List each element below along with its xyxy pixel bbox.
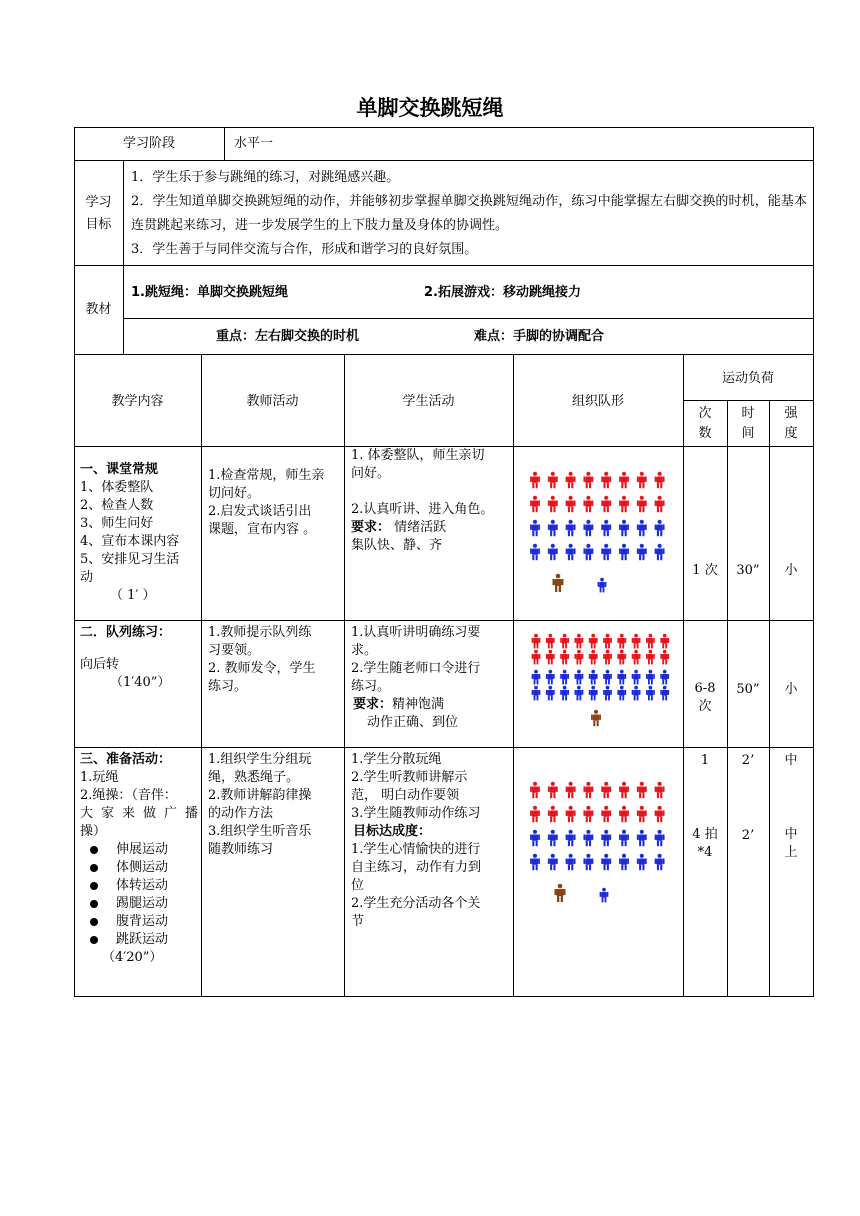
list-item: 1.玩绳 — [80, 770, 119, 785]
difficulty: 难点：手脚的协调配合 — [474, 329, 605, 344]
blue-student-icon — [601, 520, 611, 536]
red-student-icon — [532, 634, 541, 649]
blue-student-icon — [548, 520, 558, 536]
blue-student-icon — [637, 854, 647, 870]
formation-diagram-2 — [520, 628, 680, 728]
row3-content — [80, 751, 198, 967]
blue-student-icon — [619, 544, 629, 560]
list-item: 1、体委整队 — [80, 480, 154, 495]
red-student-icon — [637, 496, 647, 512]
red-student-icon — [619, 806, 629, 822]
red-student-icon — [548, 496, 558, 512]
list-item: 伸展运动 — [80, 841, 198, 859]
goal-list — [131, 166, 807, 262]
red-student-icon — [530, 472, 540, 488]
row3-intensity-b: 中 上 — [784, 827, 798, 860]
red-student-icon — [530, 806, 540, 822]
formation-diagram-3 — [520, 774, 680, 914]
blue-student-icon — [655, 830, 665, 846]
red-student-icon — [560, 634, 569, 649]
red-student-icon — [530, 496, 540, 512]
red-student-icon — [617, 650, 626, 665]
row3-teacher: 1.组织学生分组玩 绳，熟悉绳子。 2.教师讲解韵律操 的动作方法 3.组织学生听音乐 随教师练习 — [208, 752, 312, 857]
blue-student-icon — [660, 670, 669, 685]
blue-student-icon — [532, 670, 541, 685]
bullet-icon — [90, 918, 98, 926]
red-student-icon — [546, 650, 555, 665]
list-item: 4、宣布本课内容 — [80, 534, 180, 549]
row3-goal-label: 目标达成度： — [353, 824, 432, 839]
bullet-icon — [90, 846, 98, 854]
blue-student-icon — [560, 670, 569, 685]
row3-duration-b: 2’ — [741, 828, 755, 843]
blue-student-icon — [601, 854, 611, 870]
blue-student-icon — [601, 830, 611, 846]
row2-student: 1.认真听讲明确练习要 求。 2.学生随老师口令进行 练习。 要求：精神饱满 动作正确、到位 — [351, 625, 481, 730]
blue-student-icon — [637, 544, 647, 560]
row1-student: 1. 体委整队，师生亲切 问好。 2.认真听讲、进入角色。 要求： 情绪活跃 集队快、静、齐 — [351, 448, 494, 553]
teacher-icon — [591, 710, 601, 726]
list-item: 跳跃运动 — [80, 931, 198, 949]
red-student-icon — [637, 472, 647, 488]
goal-label: 学习 目标 — [85, 195, 112, 232]
blue-student-icon — [575, 686, 584, 701]
row1-teacher: 1.检查常规，师生亲 切问好。 2.启发式谈话引出 课题，宣布内容 。 — [208, 468, 325, 537]
list-item: 体转运动 — [80, 877, 198, 895]
red-student-icon — [619, 782, 629, 798]
blue-student-icon — [566, 830, 576, 846]
blue-student-icon — [619, 830, 629, 846]
material-label: 教材 — [85, 302, 112, 317]
row3-content-title: 三、准备活动： — [80, 752, 172, 767]
red-student-icon — [575, 650, 584, 665]
blue-student-icon — [548, 830, 558, 846]
red-student-icon — [655, 496, 665, 512]
list-item: 向后转 — [80, 657, 120, 672]
col-header-teacher: 教师活动 — [246, 394, 299, 409]
row3-time: （4′20”） — [102, 950, 163, 965]
blue-student-icon — [603, 686, 612, 701]
red-student-icon — [619, 496, 629, 512]
teacher-icon — [553, 574, 564, 592]
red-student-icon — [617, 634, 626, 649]
col-header-times: 次 数 — [698, 406, 712, 441]
col-header-intensity: 强 度 — [784, 406, 798, 441]
blue-student-icon — [530, 830, 540, 846]
row3-times-b: 4 拍 *4 — [692, 827, 718, 860]
teacher-icon — [555, 884, 566, 902]
blue-student-icon — [617, 670, 626, 685]
blue-student-icon — [646, 686, 655, 701]
red-student-icon — [566, 806, 576, 822]
red-student-icon — [601, 472, 611, 488]
blue-student-icon — [566, 520, 576, 536]
blue-student-icon — [589, 670, 598, 685]
row2-teacher: 1.教师提示队列练 习要领。 2. 教师发令，学生 练习。 — [208, 625, 316, 694]
material-item-1: 1.跳短绳：单脚交换跳短绳 — [131, 285, 288, 300]
red-student-icon — [637, 806, 647, 822]
row1-time: （ 1′ ） — [110, 588, 156, 603]
red-student-icon — [583, 496, 593, 512]
key-point: 重点：左右脚交换的时机 — [216, 329, 360, 344]
red-student-icon — [655, 782, 665, 798]
red-student-icon — [660, 650, 669, 665]
row2-duration: 50” — [736, 682, 760, 697]
list-item: 动 — [80, 570, 94, 585]
row2-time: （1′40”） — [110, 675, 171, 690]
col-header-student: 学生活动 — [402, 394, 455, 409]
blue-student-icon — [632, 670, 641, 685]
red-student-icon — [603, 650, 612, 665]
formation-diagram-1 — [520, 460, 680, 600]
blue-student-icon — [530, 854, 540, 870]
blue-student-icon — [603, 670, 612, 685]
list-item: 3、师生问好 — [80, 516, 154, 531]
red-student-icon — [548, 472, 558, 488]
red-student-icon — [530, 782, 540, 798]
list-item: 腹背运动 — [80, 913, 198, 931]
blue-student-icon — [566, 544, 576, 560]
list-item: 5、安排见习生活 — [80, 552, 180, 567]
blue-student-icon — [646, 670, 655, 685]
stage-label: 学习阶段 — [122, 136, 175, 151]
red-student-icon — [655, 472, 665, 488]
red-student-icon — [548, 806, 558, 822]
red-student-icon — [583, 782, 593, 798]
red-student-icon — [646, 650, 655, 665]
blue-student-icon — [637, 830, 647, 846]
row3-duration: 2’ — [741, 753, 755, 768]
blue-student-icon — [530, 520, 540, 536]
blue-student-icon — [619, 854, 629, 870]
page-title: 单脚交换跳短绳 — [356, 96, 504, 120]
row2-times: 6-8 次 — [694, 681, 716, 714]
row2-content-title: 二．队列练习： — [80, 625, 172, 640]
blue-student-icon — [566, 854, 576, 870]
student-leader-icon — [600, 888, 609, 903]
red-student-icon — [548, 782, 558, 798]
red-student-icon — [566, 472, 576, 488]
blue-student-icon — [655, 520, 665, 536]
bullet-icon — [90, 882, 98, 890]
red-student-icon — [583, 806, 593, 822]
blue-student-icon — [589, 686, 598, 701]
row2-req-label: 要求： — [353, 697, 393, 712]
row1-times: 1 次 — [692, 563, 718, 578]
blue-student-icon — [619, 520, 629, 536]
blue-student-icon — [617, 686, 626, 701]
row3-student: 1.学生分散玩绳 2.学生听教师讲解示 范， 明白动作要领 3.学生随教师动作练习 目标达成度： 1.学生心情愉快的进行 自主练习，动作有力到 位 2.学生充分活动各个关 节 — [351, 751, 511, 931]
blue-student-icon — [660, 686, 669, 701]
blue-student-icon — [548, 544, 558, 560]
blue-student-icon — [632, 686, 641, 701]
col-header-load: 运动负荷 — [721, 371, 774, 386]
red-student-icon — [546, 634, 555, 649]
red-student-icon — [601, 782, 611, 798]
blue-student-icon — [532, 686, 541, 701]
red-student-icon — [589, 634, 598, 649]
goal-item: 1．学生乐于参与跳绳的练习，对跳绳感兴趣。 — [131, 170, 400, 185]
red-student-icon — [660, 634, 669, 649]
red-student-icon — [601, 806, 611, 822]
material-item-2: 2.拓展游戏：移动跳绳接力 — [424, 285, 581, 300]
row3-times: 1 — [700, 753, 710, 768]
blue-student-icon — [583, 520, 593, 536]
blue-student-icon — [546, 670, 555, 685]
student-leader-icon — [598, 578, 607, 593]
list-item: 踢腿运动 — [80, 895, 198, 913]
row3-intensity: 中 — [784, 753, 798, 768]
red-student-icon — [566, 782, 576, 798]
blue-student-icon — [583, 830, 593, 846]
red-student-icon — [655, 806, 665, 822]
red-student-icon — [632, 650, 641, 665]
list-item: 体侧运动 — [80, 859, 198, 877]
row1-duration: 30” — [736, 563, 760, 578]
blue-student-icon — [530, 544, 540, 560]
list-item: 2.绳操：（音伴： — [80, 788, 177, 803]
list-item: 大家来做广播 — [80, 806, 198, 821]
red-student-icon — [619, 472, 629, 488]
row2-content — [80, 624, 198, 692]
blue-student-icon — [637, 520, 647, 536]
bullet-icon — [90, 864, 98, 872]
col-header-content: 教学内容 — [111, 394, 164, 409]
red-student-icon — [637, 782, 647, 798]
red-student-icon — [601, 496, 611, 512]
red-student-icon — [603, 634, 612, 649]
red-student-icon — [632, 634, 641, 649]
stage-value: 水平一 — [234, 136, 274, 151]
goal-item: 3．学生善于与同伴交流与合作，形成和谐学习的良好氛围。 — [131, 242, 478, 257]
red-student-icon — [566, 496, 576, 512]
list-item: 2、检查人数 — [80, 498, 154, 513]
blue-student-icon — [655, 854, 665, 870]
row2-intensity: 小 — [784, 682, 798, 697]
row1-content-title: 一、课堂常规 — [80, 462, 159, 477]
row1-content — [80, 461, 198, 605]
red-student-icon — [532, 650, 541, 665]
blue-student-icon — [560, 686, 569, 701]
red-student-icon — [583, 472, 593, 488]
blue-student-icon — [546, 686, 555, 701]
bullet-icon — [90, 900, 98, 908]
red-student-icon — [560, 650, 569, 665]
blue-student-icon — [575, 670, 584, 685]
list-item: 操） — [80, 824, 107, 839]
row1-req-label: 要求： — [351, 520, 391, 535]
blue-student-icon — [601, 544, 611, 560]
col-header-formation: 组织队形 — [571, 394, 624, 409]
blue-student-icon — [583, 544, 593, 560]
goal-item: 2．学生知道单脚交换跳短绳的动作，并能够初步掌握单脚交换跳短绳动作，练习中能掌握左右脚交换的时机，能基本连贯跳起来练习，进一步发展学生的上下肢力量及身体的协调性。 — [131, 194, 807, 233]
blue-student-icon — [583, 854, 593, 870]
red-student-icon — [589, 650, 598, 665]
row1-intensity: 小 — [784, 563, 798, 578]
col-header-duration: 时 间 — [741, 406, 755, 441]
bullet-icon — [90, 936, 98, 944]
blue-student-icon — [655, 544, 665, 560]
red-student-icon — [575, 634, 584, 649]
red-student-icon — [646, 634, 655, 649]
blue-student-icon — [548, 854, 558, 870]
